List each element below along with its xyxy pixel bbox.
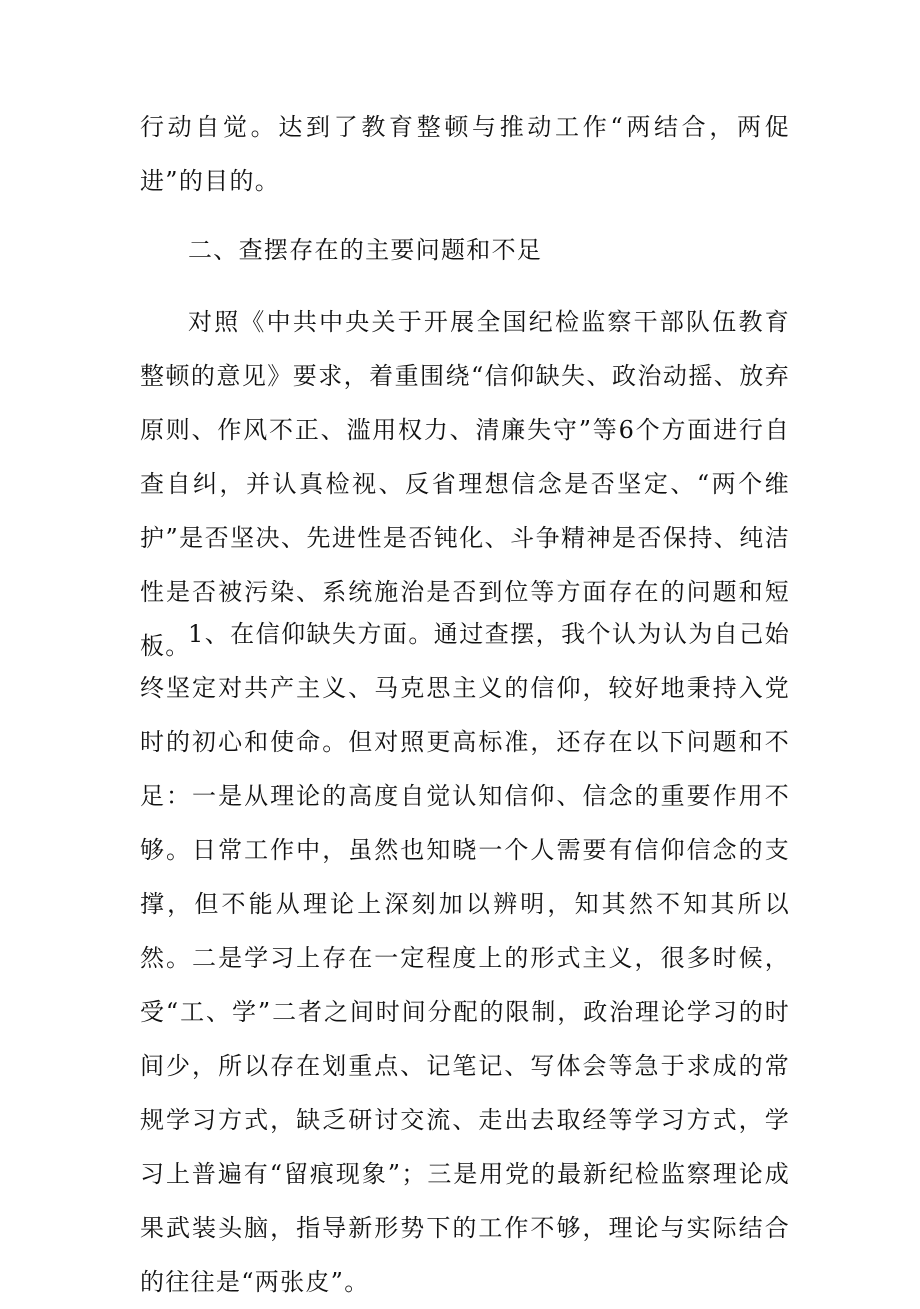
paragraph-continuation: 行动自觉。达到了教育整顿与推动工作“两结合，两促进”的目的。 [140,113,790,195]
paragraph-intro: 对照《中共中央关于开展全国纪检监察干部队伍教育整顿的意见》要求，着重围绕“信仰缺失、政治动摇、放弃原则、作风不正、滥用权力、清廉失守”等6个方面进行自查自纠，并认真检视、反省理想信念是否坚定、“两个维护”是否坚决、先进性是否钝化、斗争精神是否保持、纯洁性是否被污染、系统施治是否到位等方面存在的问题和短板。 [140,308,790,660]
section-heading: 二、查摆存在的主要问题和不足 [188,236,543,264]
paragraph-item-1: 1、在信仰缺失方面。通过查摆，我个认为认为自己始终坚定对共产主义、马克思主义的信仰，较好地秉持入党时的初心和使命。但对照更高标准，还存在以下问题和不足：一是从理论的高度自觉认知信仰、信念的重要作用不够。日常工作中，虽然也知晓一个人需要有信仰信念的支撑，但不能从理论上深刻加以辨明，知其然不知其所以然。二是学习上存在一定程度上的形式主义，很多时候，受“工、学”二者之间时间分配的限制，政治理论学习的时间少，所以存在划重点、记笔记、写体会等急于求成的常规学习方式，缺乏研讨交流、走出去取经等学习方式，学习上普遍有“留痕现象”；三是用党的最新纪检监察理论成果武装头脑，指导新形势下的工作不够，理论与实际结合的往往是“两张皮”。 [140,620,790,1296]
